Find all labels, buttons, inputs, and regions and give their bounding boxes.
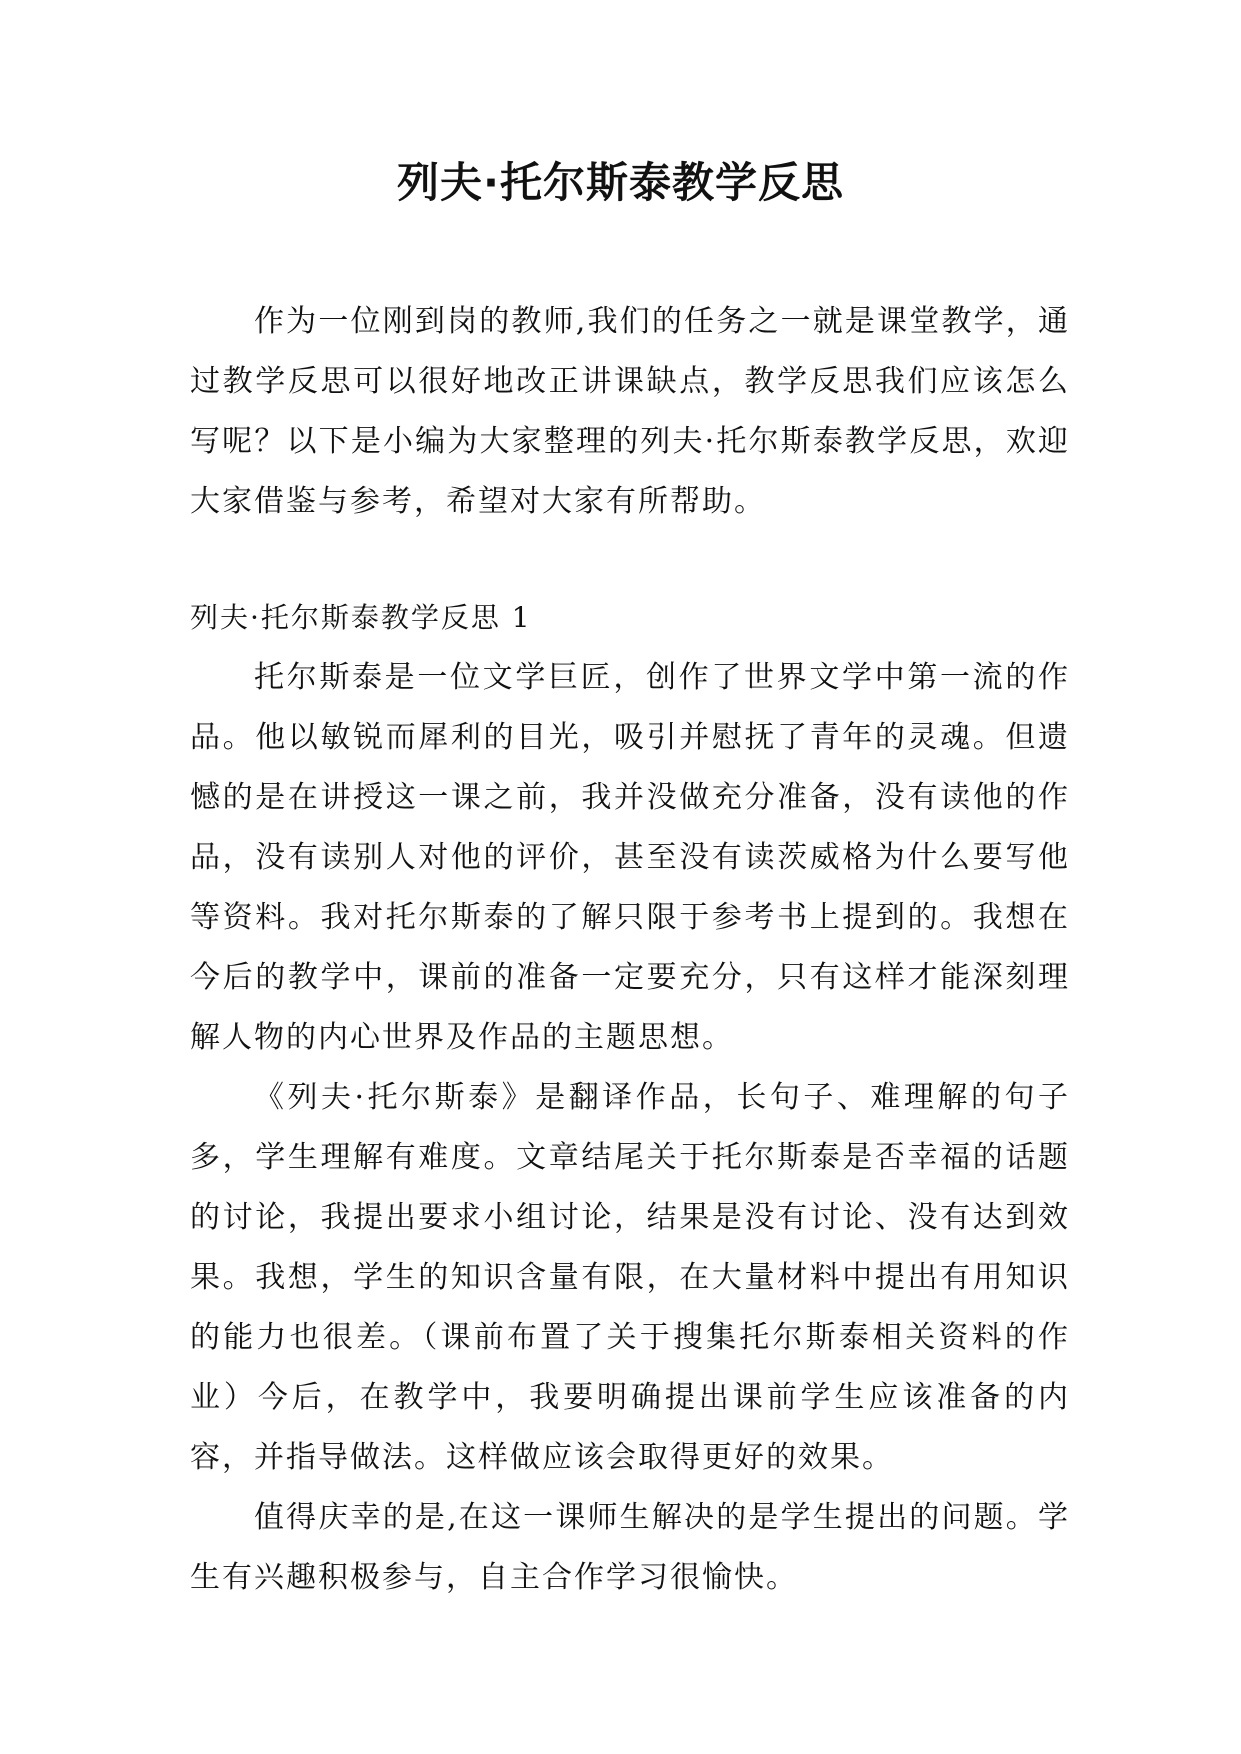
body-paragraph: 值得庆幸的是,在这一课师生解决的是学生提出的问题。学生有兴趣积极参与，自主合作学习很愉快。 [190,1500,1070,1595]
document-title: 列夫·托尔斯泰教学反思 [397,158,844,207]
body-paragraph: 托尔斯泰是一位文学巨匠，创作了世界文学中第一流的作品。他以敏锐而犀利的目光，吸引并慰抚了青年的灵魂。但遗憾的是在讲授这一课之前，我并没做充分准备，没有读他的作品，没有读别人对他的评价，甚至没有读茨威格为什么要写他等资料。我对托尔斯泰的了解只限于参考书上提到的。我想在今后的教学中，课前的准备一定要充分，只有这样才能深刻理解人物的内心世界及作品的主题思想。 [190,660,1070,1055]
intro-paragraph: 作为一位刚到岗的教师,我们的任务之一就是课堂教学，通过教学反思可以很好地改正讲课缺点，教学反思我们应该怎么写呢？以下是小编为大家整理的列夫·托尔斯泰教学反思，欢迎大家借鉴与参考，希望对大家有所帮助。 [190,304,1070,519]
section-heading: 列夫·托尔斯泰教学反思 1 [190,601,532,634]
document-body [190,292,1070,1608]
body-paragraph: 《列夫·托尔斯泰》是翻译作品，长句子、难理解的句子多，学生理解有难度。文章结尾关于托尔斯泰是否幸福的话题的讨论，我提出要求小组讨论，结果是没有讨论、没有达到效果。我想，学生的知识含量有限，在大量材料中提出有用知识的能力也很差。（课前布置了关于搜集托尔斯泰相关资料的作业）今后，在教学中，我要明确提出课前学生应该准备的内容，并指导做法。这样做应该会取得更好的效果。 [190,1080,1070,1475]
